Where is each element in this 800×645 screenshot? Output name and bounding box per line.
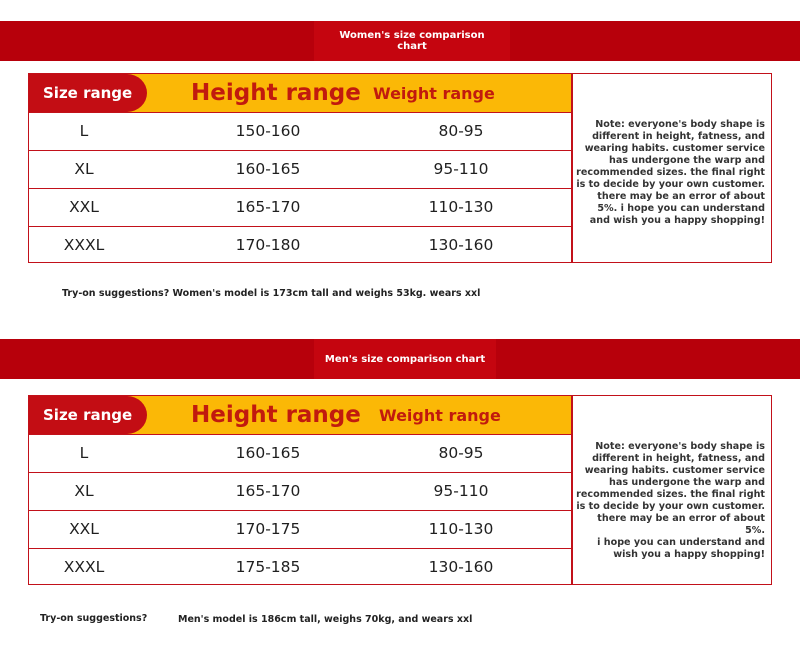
- women-banner-title-line2: chart: [397, 41, 427, 52]
- women-note: [575, 119, 765, 227]
- size-cell: L: [79, 444, 89, 462]
- note-line: Note: everyone's body shape is: [595, 119, 765, 130]
- table-row: [29, 150, 571, 188]
- size-cell: XXL: [69, 198, 99, 216]
- table-row: [29, 226, 571, 264]
- size-cell: XL: [74, 160, 94, 178]
- men-header-height: Height range: [191, 402, 361, 428]
- weight-cell: 130-160: [428, 236, 494, 254]
- men-column-divider: [571, 396, 573, 584]
- women-column-divider: [571, 74, 573, 262]
- height-cell: 165-170: [235, 198, 301, 216]
- note-line: recommended sizes. the final right: [576, 167, 765, 178]
- note-line: wearing habits. customer service: [584, 465, 765, 476]
- women-banner-title-line1: Women's size comparison: [339, 30, 485, 41]
- women-header-size: Size range: [29, 74, 147, 112]
- height-cell: 170-175: [235, 520, 301, 538]
- size-cell: XXL: [69, 520, 99, 538]
- height-cell: 175-185: [235, 558, 301, 576]
- note-line: is to decide by your own customer.: [576, 501, 765, 512]
- men-size-chart: [28, 395, 772, 585]
- note-line: recommended sizes. the final right: [576, 489, 765, 500]
- note-line: different in height, fatness, and: [592, 453, 765, 464]
- women-suggestion: Try-on suggestions? Women's model is 173cm tall and weighs 53kg. wears xxl: [62, 288, 481, 299]
- height-cell: 150-160: [235, 122, 301, 140]
- men-banner-title: Men's size comparison chart: [314, 339, 496, 379]
- size-cell: XXXL: [63, 558, 105, 576]
- women-header-weight: Weight range: [373, 83, 495, 103]
- table-row: [29, 434, 571, 472]
- size-cell: L: [79, 122, 89, 140]
- weight-cell: 80-95: [438, 122, 484, 140]
- note-line: Note: everyone's body shape is: [595, 441, 765, 452]
- height-cell: 165-170: [235, 482, 301, 500]
- women-header-row: [29, 74, 571, 112]
- table-row: [29, 188, 571, 226]
- size-cell: XXXL: [63, 236, 105, 254]
- height-cell: 160-165: [235, 444, 301, 462]
- men-banner: [0, 339, 800, 379]
- weight-cell: 110-130: [428, 198, 494, 216]
- note-line: wish you a happy shopping!: [613, 549, 765, 560]
- table-row: [29, 472, 571, 510]
- women-size-chart: [28, 73, 772, 263]
- weight-cell: 95-110: [433, 482, 489, 500]
- table-row: [29, 510, 571, 548]
- women-banner: [0, 21, 800, 61]
- men-header-weight: Weight range: [379, 405, 501, 425]
- note-line: there may be an error of about 5%.: [597, 513, 765, 536]
- note-line: there may be an error of about: [597, 191, 765, 202]
- women-header-height: Height range: [191, 80, 361, 106]
- note-line: has undergone the warp and: [609, 155, 765, 166]
- note-line: and wish you a happy shopping!: [589, 215, 765, 226]
- weight-cell: 95-110: [433, 160, 489, 178]
- size-cell: XL: [74, 482, 94, 500]
- note-line: is to decide by your own customer.: [576, 179, 765, 190]
- men-suggestion-label: Try-on suggestions?: [40, 613, 148, 624]
- note-line: different in height, fatness, and: [592, 131, 765, 142]
- women-banner-title: [314, 21, 510, 61]
- note-line: has undergone the warp and: [609, 477, 765, 488]
- men-note: [575, 441, 765, 561]
- weight-cell: 80-95: [438, 444, 484, 462]
- weight-cell: 110-130: [428, 520, 494, 538]
- men-header-size: Size range: [29, 396, 147, 434]
- men-suggestion: Men's model is 186cm tall, weighs 70kg, and wears xxl: [178, 614, 473, 625]
- table-row: [29, 112, 571, 150]
- height-cell: 170-180: [235, 236, 301, 254]
- note-line: 5%. i hope you can understand: [597, 203, 765, 214]
- table-row: [29, 548, 571, 586]
- men-header-row: [29, 396, 571, 434]
- note-line: wearing habits. customer service: [584, 143, 765, 154]
- weight-cell: 130-160: [428, 558, 494, 576]
- note-line: i hope you can understand and: [597, 537, 765, 548]
- height-cell: 160-165: [235, 160, 301, 178]
